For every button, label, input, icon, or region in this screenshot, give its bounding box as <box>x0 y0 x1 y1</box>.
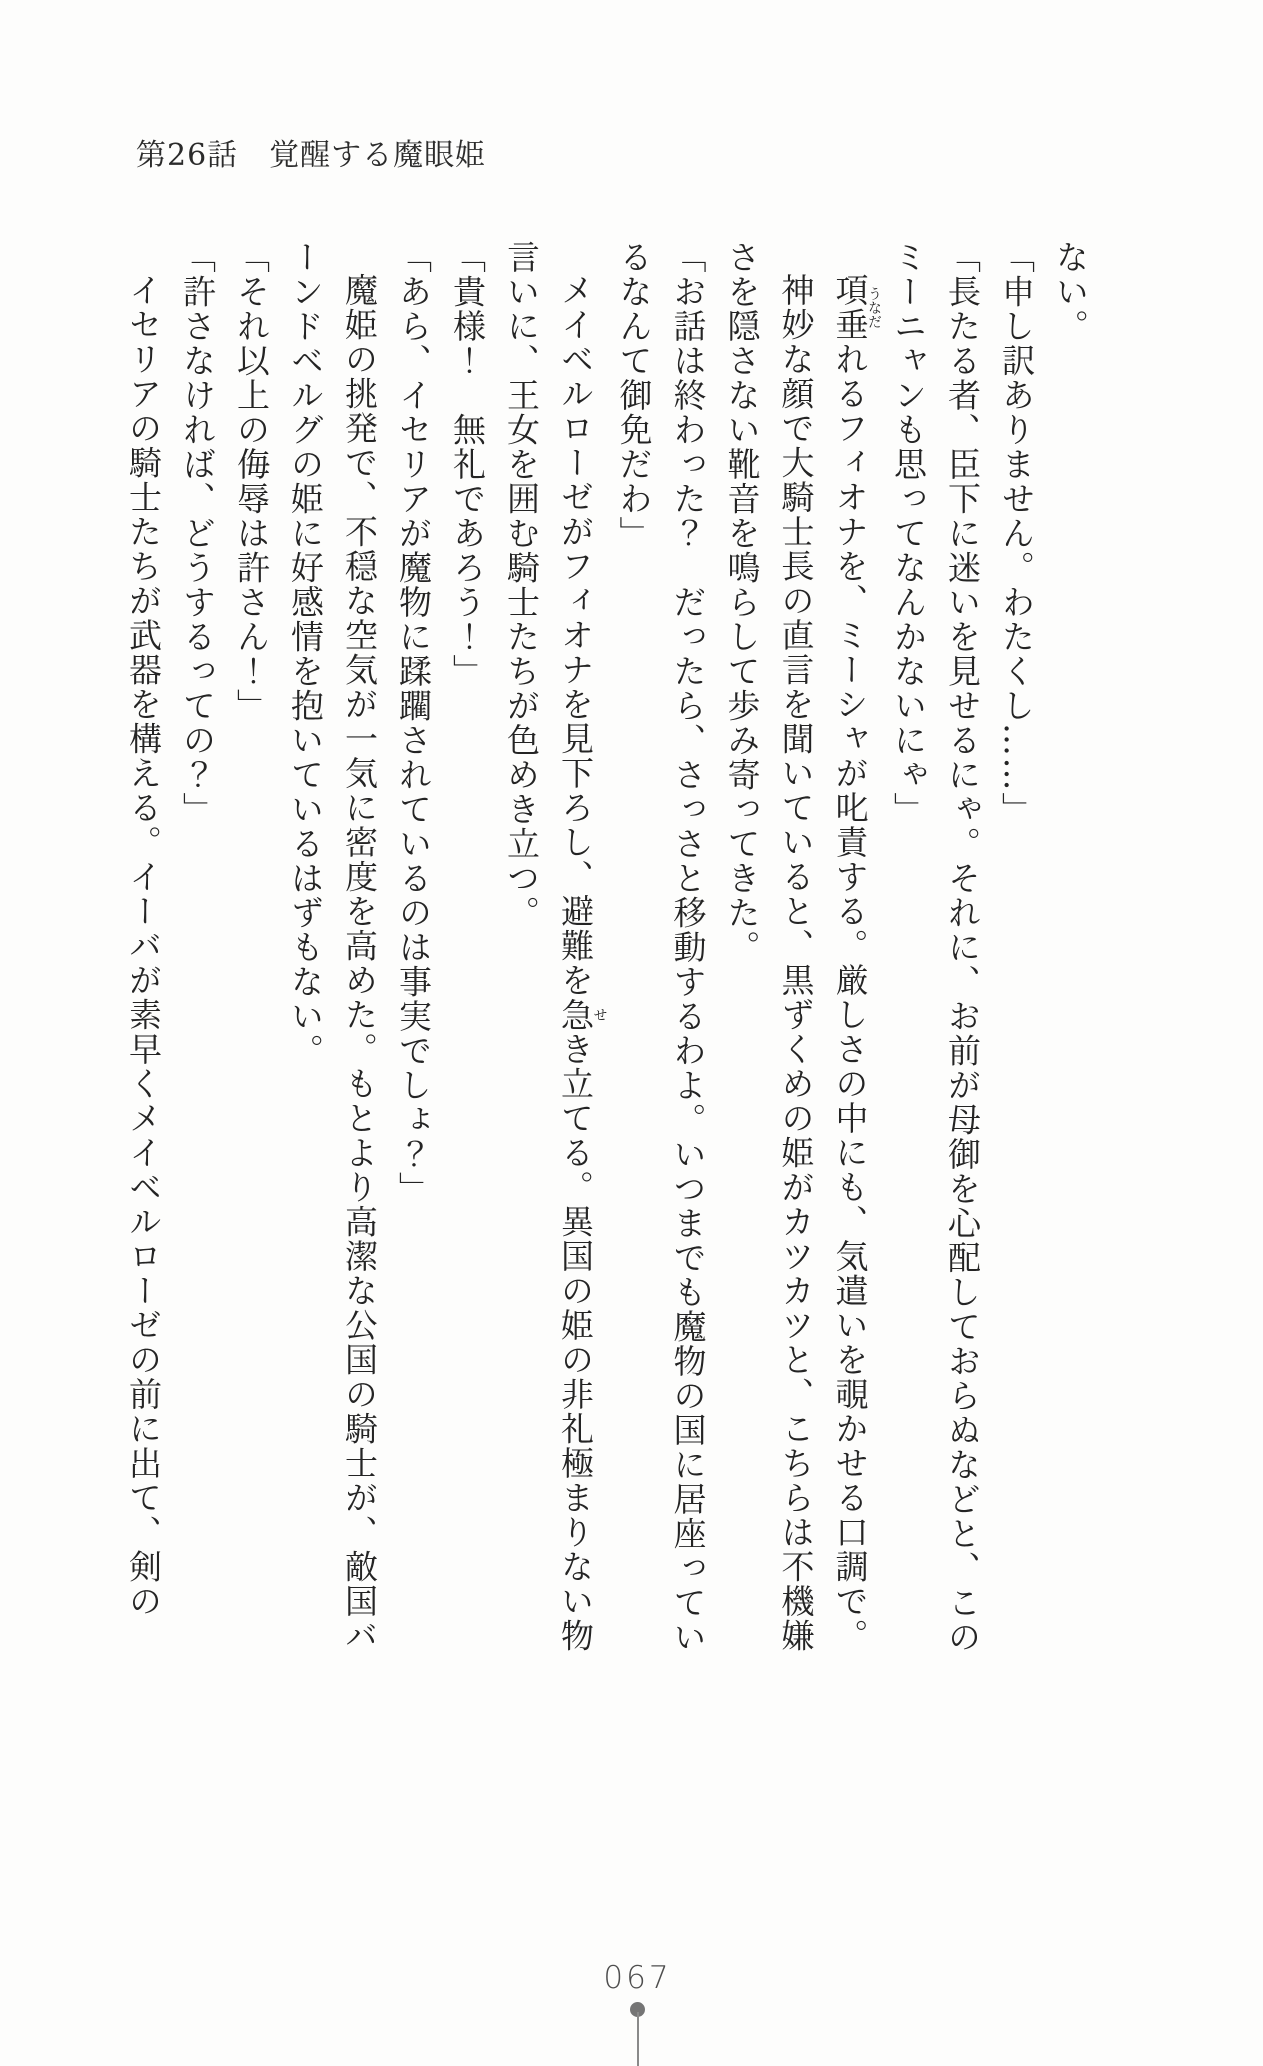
page-number: 067 <box>603 1960 672 1996</box>
paragraph: 「長たる者、臣下に迷いを見せるにゃ。それに、お前が母御を心配しておらぬなどと、このミーニャンも思ってなんかないにゃ」 <box>889 240 982 1655</box>
paragraph: 魔姫の挑発で、不穏な空気が一気に密度を高めた。もとより高潔な公国の騎士が、敵国バーンドベルグの姫に好感情を抱いているはずもない。 <box>286 240 379 1653</box>
paragraph: メイベルローゼがフィオナを見下ろし、避難を急せき立てる。異国の姫の非礼極まりない物言いに、王女を囲む騎士たちが色めき立つ。 <box>502 240 608 1653</box>
paragraph: 「許さなければ、どうするっての？」 <box>178 240 217 827</box>
paragraph: 項垂うなだれるフィオナを、ミーシャが叱責する。厳しさの中にも、気遣いを覗かせる口調で。 <box>830 273 882 1653</box>
paragraph: 「あら、イセリアが魔物に蹂躙されているのは事実でしょ？」 <box>394 240 433 1206</box>
paragraph: 「貴様！ 無礼であろう！」 <box>448 240 487 689</box>
paragraph: 「それ以上の侮辱は許さん！」 <box>232 240 271 723</box>
paragraph: イセリアの騎士たちが武器を構える。イーバが素早くメイベルローゼの前に出て、剣の <box>124 273 163 1619</box>
paragraph: 「お話は終わった？ だったら、さっさと移動するわよ。いつまでも魔物の国に居座っているなんて御免だわ」 <box>614 240 708 1655</box>
furigana-ruby: 項垂うなだ <box>830 273 882 342</box>
paragraph: 神妙な顔で大騎士長の直言を聞いていると、黒ずくめの姫がカツカツと、こちらは不機嫌さを隠さない靴音を鳴らして歩み寄ってきた。 <box>722 240 816 1653</box>
footer-ornament-line <box>637 2012 639 2066</box>
paragraph: ない。 <box>1051 240 1090 344</box>
chapter-title: 第26話 覚醒する魔眼姫 <box>136 138 487 173</box>
novel-text-block <box>87 240 1097 1656</box>
paragraph: 「申し訳ありません。わたくし……」 <box>997 240 1036 827</box>
furigana-ruby: 急せ <box>556 997 608 1032</box>
chapter-header <box>136 130 486 174</box>
